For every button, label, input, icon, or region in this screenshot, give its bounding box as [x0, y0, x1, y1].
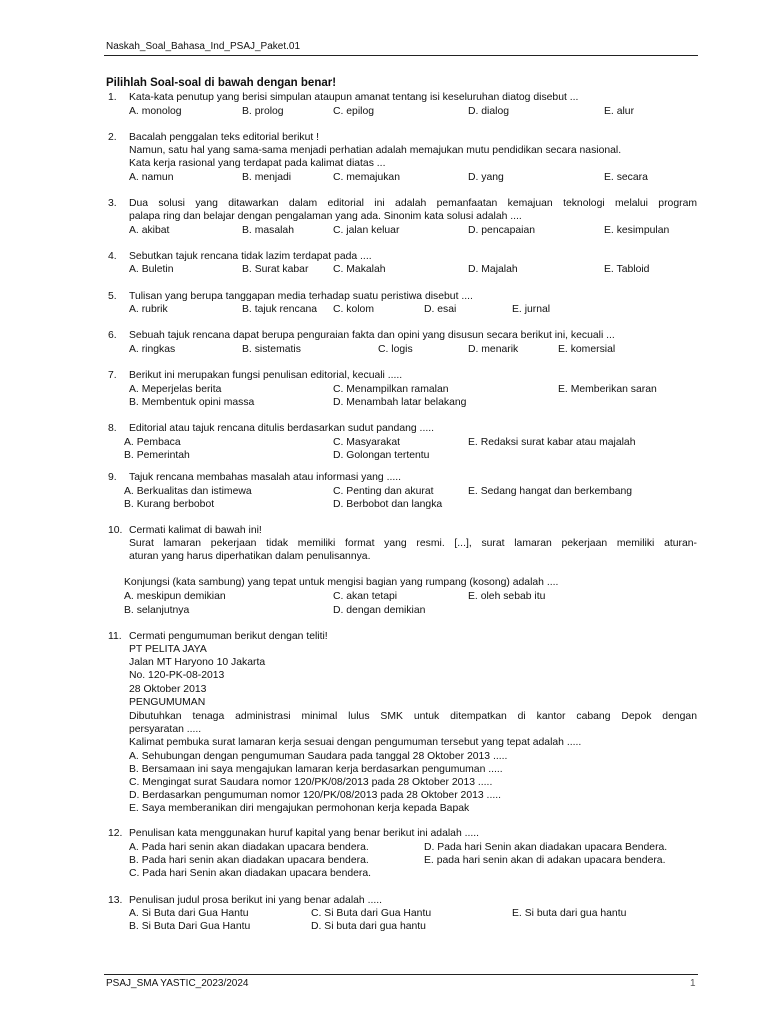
answer-option: A. Berkualitas dan istimewa [124, 486, 252, 497]
question-text: Bacalah penggalan teks editorial berikut ! [129, 132, 320, 143]
footer-divider [104, 974, 698, 975]
answer-option: E. oleh sebab itu [468, 591, 546, 602]
answer-option: E. jurnal [512, 304, 551, 315]
answer-option: B. Pemerintah [124, 450, 190, 461]
answer-option: C. Penting dan akurat [333, 486, 434, 497]
question-text: Sebutkan tajuk rencana tidak lazim terdapat pada .... [129, 251, 372, 262]
answer-option: A. monolog [129, 106, 182, 117]
answer-option: D. Si buta dari gua hantu [311, 921, 426, 932]
question-number: 7. [108, 370, 117, 381]
question-number: 10. [108, 525, 123, 536]
answer-option: C. Si Buta dari Gua Hantu [311, 908, 432, 919]
answer-option: E. kesimpulan [604, 225, 670, 236]
answer-option: B. menjadi [242, 172, 292, 183]
question-text: Kata kerja rasional yang terdapat pada kalimat diatas ... [129, 158, 386, 169]
question-number: 8. [108, 423, 117, 434]
answer-option: A. meskipun demikian [124, 591, 226, 602]
answer-option: E. Si buta dari gua hantu [512, 908, 627, 919]
question-text: aturan yang harus diperhatikan dalam penulisannya. [129, 551, 371, 562]
answer-option: B. tajuk rencana [242, 304, 318, 315]
answer-option: A. Si Buta dari Gua Hantu [129, 908, 249, 919]
answer-option: B. Kurang berbobot [124, 499, 215, 510]
answer-option: E. secara [604, 172, 648, 183]
answer-option: A. namun [129, 172, 174, 183]
answer-option: E. komersial [558, 344, 616, 355]
answer-option: C. kolom [333, 304, 374, 315]
answer-option: E. Redaksi surat kabar atau majalah [468, 437, 636, 448]
answer-option: C. epilog [333, 106, 375, 117]
question-text: Namun, satu hal yang sama-sama menjadi perhatian adalah memajukan mutu pendidikan secara nasional. [129, 145, 622, 156]
answer-option: B. Membentuk opini massa [129, 397, 255, 408]
answer-option: A. rubrik [129, 304, 168, 315]
answer-option: C. memajukan [333, 172, 400, 183]
answer-option: A. Pembaca [124, 437, 181, 448]
question-number: 1. [108, 92, 117, 103]
question-text: Dibutuhkan tenaga administrasi minimal lulus SMK untuk ditempatkan di kantor cabang Depok dengan [129, 711, 697, 722]
answer-option: C. Masyarakat [333, 437, 400, 448]
question-text: Tajuk rencana membahas masalah atau informasi yang ..... [129, 472, 402, 483]
answer-option: B. sistematis [242, 344, 301, 355]
answer-option: E. Saya memberanikan diri mengajukan permohonan kerja kepada Bapak [129, 803, 470, 814]
header-divider [104, 55, 698, 56]
answer-option: D. Majalah [468, 264, 518, 275]
question-text: Surat lamaran pekerjaan tidak memiliki format yang resmi. [...], surat lamaran pekerjaan memiliki aturan- [129, 538, 697, 549]
answer-option: B. Si Buta Dari Gua Hantu [129, 921, 251, 932]
answer-option: C. Pada hari Senin akan diadakan upacara bendera. [129, 868, 372, 879]
answer-option: D. esai [424, 304, 457, 315]
answer-option: B. Bersamaan ini saya mengajukan lamaran kerja berdasarkan pengumuman ..... [129, 764, 503, 775]
question-text: Cermati pengumuman berikut dengan teliti! [129, 631, 328, 642]
answer-option: A. Buletin [129, 264, 174, 275]
question-number: 12. [108, 828, 123, 839]
answer-option: E. Memberikan saran [558, 384, 657, 395]
answer-option: C. akan tetapi [333, 591, 398, 602]
answer-option: E. Tabloid [604, 264, 650, 275]
answer-option: E. pada hari senin akan di adakan upacara bendera. [424, 855, 666, 866]
question-text: Editorial atau tajuk rencana ditulis berdasarkan sudut pandang ..... [129, 423, 434, 434]
question-number: 9. [108, 472, 117, 483]
question-text: Penulisan judul prosa berikut ini yang benar adalah ..... [129, 895, 383, 906]
question-text: Tulisan yang berupa tanggapan media terhadap suatu peristiwa disebut .... [129, 291, 473, 302]
answer-option: C. logis [378, 344, 413, 355]
question-text: persyaratan ..... [129, 724, 202, 735]
answer-option: A. Meperjelas berita [129, 384, 222, 395]
question-text: Sebuah tajuk rencana dapat berupa penguraian fakta dan opini yang disusun secara berikut ini, kecuali ... [129, 330, 615, 341]
answer-option: B. masalah [242, 225, 294, 236]
question-number: 11. [108, 631, 122, 642]
answer-option: C. Mengingat surat Saudara nomor 120/PK/08/2013 pada 28 Oktober 2013 ..... [129, 777, 493, 788]
question-text: Kata-kata penutup yang berisi simpulan ataupun amanat tentang isi keseluruhan diatog disebut ... [129, 92, 579, 103]
answer-option: D. Menambah latar belakang [333, 397, 467, 408]
question-text: No. 120-PK-08-2013 [129, 670, 225, 681]
answer-option: D. menarik [468, 344, 519, 355]
answer-option: D. pencapaian [468, 225, 536, 236]
answer-option: D. Pada hari Senin akan diadakan upacara Bendera. [424, 842, 668, 853]
question-text: palapa ring dan belajar dengan pengalaman yang ada. Sinonim kata solusi adalah .... [129, 211, 522, 222]
answer-option: B. Surat kabar [242, 264, 309, 275]
question-number: 13. [108, 895, 123, 906]
question-text: PT PELITA JAYA [129, 644, 207, 655]
question-number: 4. [108, 251, 117, 262]
answer-option: C. Menampilkan ramalan [333, 384, 449, 395]
document-footer: PSAJ_SMA YASTIC_2023/2024 [106, 978, 249, 989]
question-number: 6. [108, 330, 117, 341]
answer-option: E. alur [604, 106, 635, 117]
document-header: Naskah_Soal_Bahasa_Ind_PSAJ_Paket.01 [106, 41, 301, 52]
answer-option: C. jalan keluar [333, 225, 400, 236]
answer-option: D. Berbobot dan langka [333, 499, 443, 510]
question-text: Kalimat pembuka surat lamaran kerja sesuai dengan pengumuman tersebut yang tepat adalah ..... [129, 737, 582, 748]
answer-option: D. dialog [468, 106, 510, 117]
question-text: Dua solusi yang ditawarkan dalam editorial ini adalah pemanfaatan kemajuan teknologi melalui program [129, 198, 697, 209]
answer-option: A. Sehubungan dengan pengumuman Saudara pada tanggal 28 Oktober 2013 ..... [129, 751, 508, 762]
answer-option: A. akibat [129, 225, 170, 236]
page-number: 1 [690, 978, 696, 989]
answer-option: A. ringkas [129, 344, 176, 355]
answer-option: A. Pada hari senin akan diadakan upacara bendera. [129, 842, 369, 853]
instructions-title: Pilihlah Soal-soal di bawah dengan benar! [106, 77, 337, 89]
answer-option: D. Golongan tertentu [333, 450, 430, 461]
question-text: Cermati kalimat di bawah ini! [129, 525, 262, 536]
answer-option: D. yang [468, 172, 504, 183]
answer-option: B. selanjutnya [124, 605, 190, 616]
answer-option: C. Makalah [333, 264, 386, 275]
question-text: Penulisan kata menggunakan huruf kapital yang benar berikut ini adalah ..... [129, 828, 480, 839]
answer-option: D. Berdasarkan pengumuman nomor 120/PK/08/2013 pada 28 Oktober 2013 ..... [129, 790, 501, 801]
question-number: 5. [108, 291, 117, 302]
answer-option: D. dengan demikian [333, 605, 426, 616]
answer-option: E. Sedang hangat dan berkembang [468, 486, 633, 497]
question-text: 28 Oktober 2013 [129, 684, 207, 695]
question-text: PENGUMUMAN [129, 697, 206, 708]
question-number: 3. [108, 198, 117, 209]
question-number: 2. [108, 132, 117, 143]
answer-option: B. prolog [242, 106, 284, 117]
question-text: Jalan MT Haryono 10 Jakarta [129, 657, 266, 668]
question-text: Konjungsi (kata sambung) yang tepat untuk mengisi bagian yang rumpang (kosong) adalah .... [124, 577, 559, 588]
answer-option: B. Pada hari senin akan diadakan upacara bendera. [129, 855, 369, 866]
question-text: Berikut ini merupakan fungsi penulisan editorial, kecuali ..... [129, 370, 403, 381]
